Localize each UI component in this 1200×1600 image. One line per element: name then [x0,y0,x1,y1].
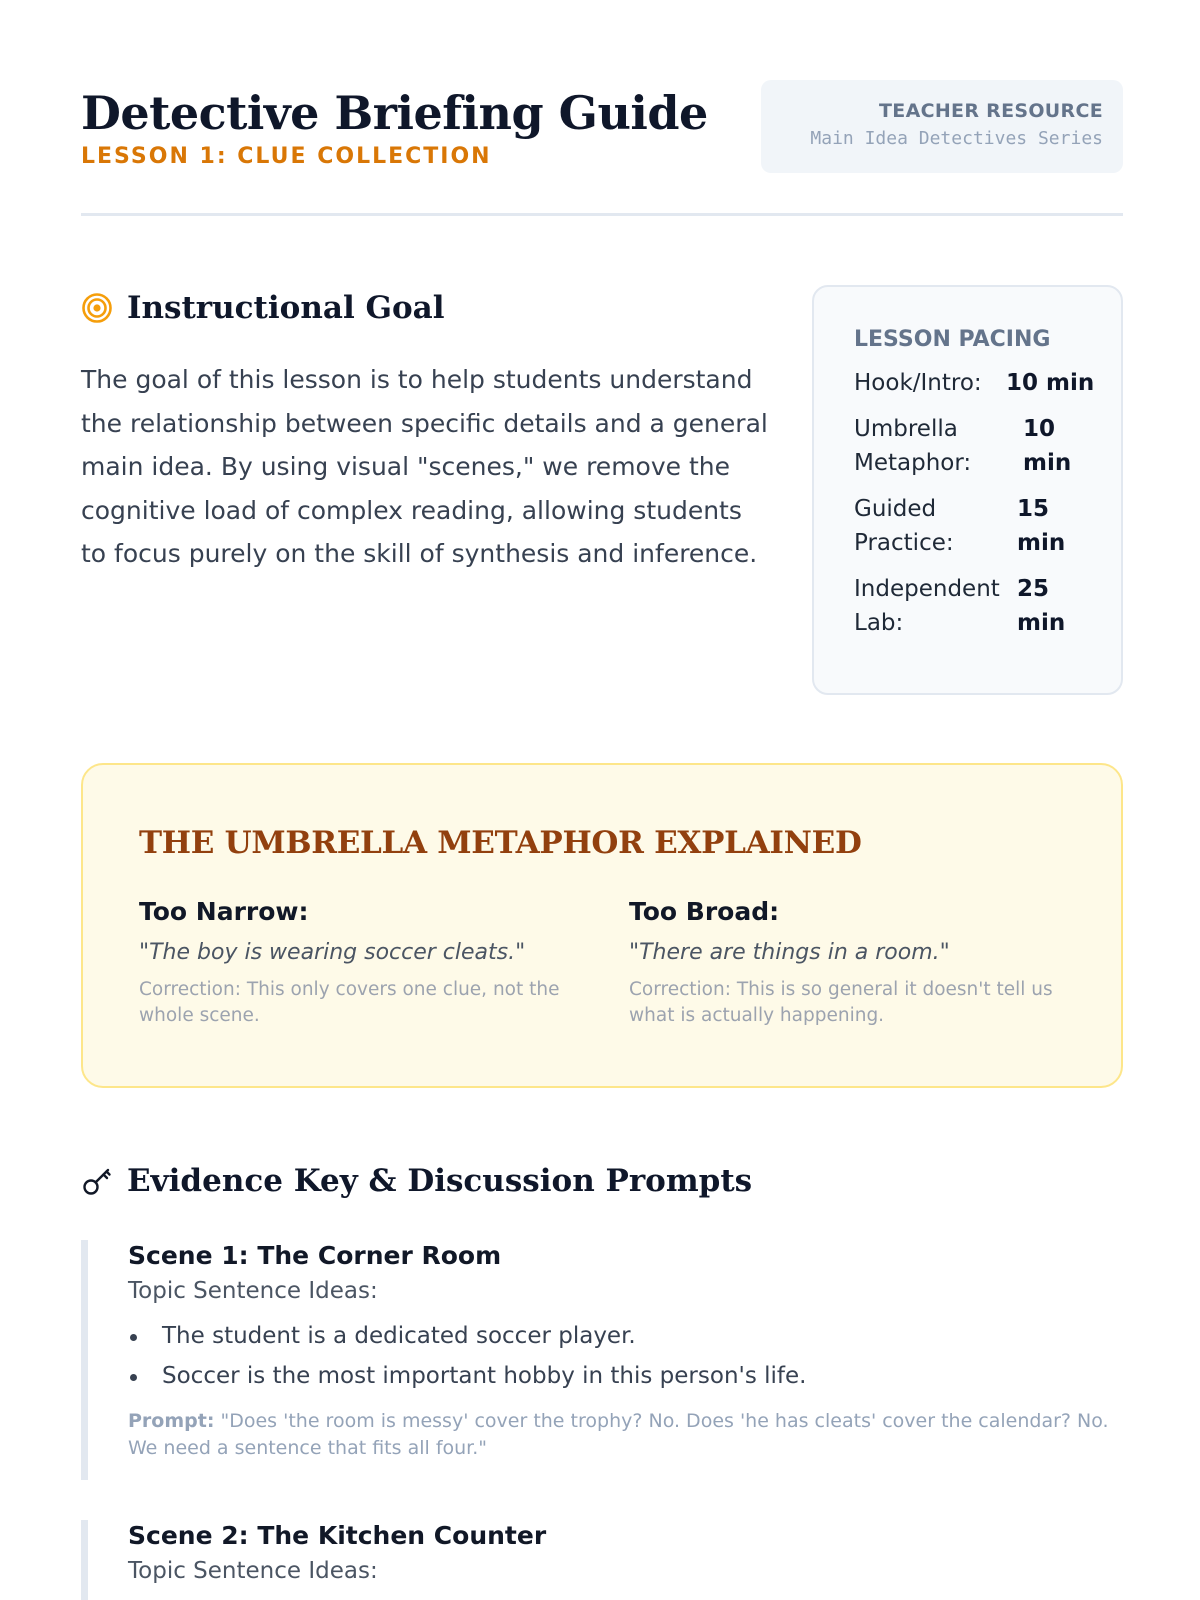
pacing-label: Guided Practice: [854,496,954,556]
lesson-subtitle: LESSON 1: CLUE COLLECTION [81,144,492,169]
resource-badge [761,80,1123,173]
target-icon [81,292,113,324]
goal-heading: Instructional Goal [127,290,445,326]
example-quote: "The boy is wearing soccer cleats." [139,940,526,965]
prompt-label: Prompt: [128,1410,215,1432]
example-label: Too Narrow: [139,897,309,926]
series-name: Main Idea Detectives Series [810,128,1103,149]
pacing-label: Umbrella Metaphor: [854,416,972,476]
scene-card [81,1520,1123,1600]
key-icon [81,1165,113,1197]
scene-title: Scene 2: The Kitchen Counter [128,1521,547,1550]
pacing-label: Independent Lab: [854,576,1000,636]
goal-text: The goal of this lesson is to help students understand the relationship between specific details and a general main idea. By using visual "scenes," we remove the cognitive load of complex reading, allowing students to focus purely on the skill of synthesis and inference. [81,365,768,568]
pacing-value: 15 min [1017,496,1066,556]
evidence-heading: Evidence Key & Discussion Prompts [127,1163,753,1199]
metaphor-heading: THE UMBRELLA METAPHOR EXPLAINED [139,825,862,861]
pacing-value: 10 min [1006,370,1095,396]
example-correction: Correction: This only covers one clue, not the whole scene. [139,979,560,1026]
pacing-row [854,412,1121,480]
pacing-value: 25 min [1017,576,1066,636]
goal-section-heading [81,290,445,326]
example-label: Too Broad: [629,897,780,926]
list-item: The student is a dedicated soccer player. [128,1316,1123,1356]
evidence-section-heading [81,1163,752,1199]
pacing-value: 10 min [1023,416,1072,476]
document-header [81,80,1123,216]
pacing-row [854,572,1121,640]
too-broad-example [629,897,1069,1029]
scene-card [81,1240,1123,1480]
example-quote: "There are things in a room." [629,940,950,965]
pacing-title: LESSON PACING [854,327,1051,352]
scene-subtitle: Topic Sentence Ideas: [128,1558,378,1584]
lesson-pacing-card [812,285,1123,695]
example-correction: Correction: This is so general it doesn't tell us what is actually happening. [629,979,1053,1026]
discussion-prompt [128,1408,1123,1462]
pacing-label: Hook/Intro: [854,370,982,396]
too-narrow-example [139,897,579,1029]
umbrella-metaphor-callout [81,763,1123,1088]
pacing-row [854,492,1121,560]
document-title: Detective Briefing Guide [81,86,708,140]
list-item: Soccer is the most important hobby in this person's life. [128,1356,1123,1396]
resource-label: TEACHER RESOURCE [879,100,1103,122]
pacing-row [854,366,1121,400]
topic-sentence-list [128,1316,1123,1396]
scene-title: Scene 1: The Corner Room [128,1241,502,1270]
scene-subtitle: Topic Sentence Ideas: [128,1278,378,1304]
prompt-text: "Does 'the room is messy' cover the trophy? No. Does 'he has cleats' cover the calendar? No. We need a sentence that fits all four." [128,1410,1109,1459]
briefing-page [81,0,1123,1600]
